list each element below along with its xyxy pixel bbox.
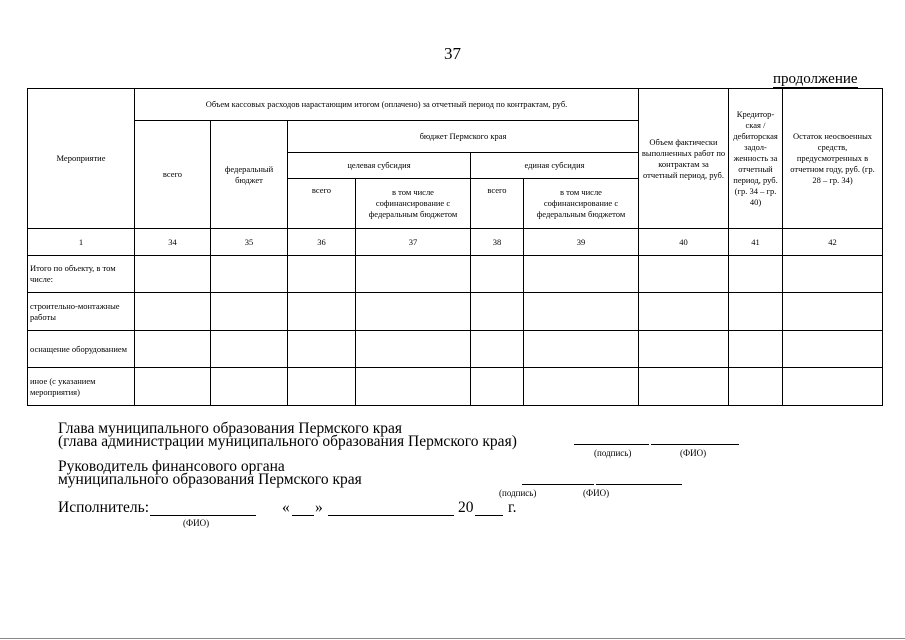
executor-fio-caption: (ФИО) bbox=[183, 518, 210, 528]
row-label: иное (с указанием мероприятия) bbox=[28, 368, 135, 406]
table-cell bbox=[356, 256, 471, 293]
head-title-line1: Глава муниципального образования Пермского края bbox=[58, 420, 403, 437]
table-cell bbox=[639, 368, 729, 406]
header-credit-debt: Кредитор-ская / дебиторская задол-женность за отчетный период, руб. (гр. 34 – гр. 40) bbox=[729, 89, 783, 229]
finance-title-line2: муниципального образования Пермского края bbox=[58, 471, 362, 488]
table-cell bbox=[288, 256, 356, 293]
table-cell bbox=[356, 368, 471, 406]
table-cell bbox=[471, 368, 524, 406]
table-row bbox=[28, 256, 883, 293]
executor-label: Исполнитель: bbox=[58, 499, 150, 516]
table-cell bbox=[471, 293, 524, 331]
table-cell bbox=[524, 368, 639, 406]
date-year-suffix: г. bbox=[508, 499, 517, 516]
table-row bbox=[28, 368, 883, 406]
header-federal-budget: федеральный бюджет bbox=[211, 121, 288, 229]
date-year-line bbox=[475, 515, 503, 516]
table-cell bbox=[729, 331, 783, 368]
header-single-cofin: в том числе софинансирование с федеральным бюджетом bbox=[524, 179, 639, 229]
finance-title-line1: Руководитель финансового органа bbox=[58, 458, 285, 475]
table-cell bbox=[135, 293, 211, 331]
header-cash-expenses: Объем кассовых расходов нарастающим итогом (оплачено) за отчетный период по контрактам, руб. bbox=[135, 89, 639, 121]
head-fio-caption: (ФИО) bbox=[680, 448, 707, 458]
row-label: оснащение оборудованием bbox=[28, 331, 135, 368]
table-cell bbox=[471, 256, 524, 293]
table-row bbox=[28, 293, 883, 331]
column-number: 1 bbox=[28, 229, 135, 256]
column-number: 38 bbox=[471, 229, 524, 256]
table-cell bbox=[639, 293, 729, 331]
table-cell bbox=[524, 293, 639, 331]
row-label: Итого по объекту, в том числе: bbox=[28, 256, 135, 293]
column-number: 37 bbox=[356, 229, 471, 256]
column-number: 34 bbox=[135, 229, 211, 256]
table-cell bbox=[288, 368, 356, 406]
date-quote-open: « bbox=[282, 499, 290, 516]
table-cell bbox=[729, 293, 783, 331]
table-cell bbox=[729, 368, 783, 406]
table-cell bbox=[356, 293, 471, 331]
table-cell bbox=[356, 331, 471, 368]
date-year-prefix: 20 bbox=[458, 499, 474, 516]
date-day-line bbox=[292, 515, 314, 516]
table-cell bbox=[783, 331, 883, 368]
column-number: 39 bbox=[524, 229, 639, 256]
header-activity: Мероприятие bbox=[28, 89, 135, 229]
table-cell bbox=[524, 256, 639, 293]
executor-fio-line bbox=[150, 515, 256, 516]
header-total: всего bbox=[135, 121, 211, 229]
table-cell bbox=[211, 331, 288, 368]
finance-signature-line bbox=[522, 484, 594, 485]
row-label: строительно-монтажные работы bbox=[28, 293, 135, 331]
column-number: 35 bbox=[211, 229, 288, 256]
table-cell bbox=[135, 256, 211, 293]
head-fio-line bbox=[651, 444, 739, 445]
table-cell bbox=[783, 368, 883, 406]
table-cell bbox=[783, 256, 883, 293]
column-number: 40 bbox=[639, 229, 729, 256]
table-cell bbox=[729, 256, 783, 293]
finance-fio-caption: (ФИО) bbox=[583, 488, 610, 498]
column-number: 36 bbox=[288, 229, 356, 256]
table-cell bbox=[471, 331, 524, 368]
header-single-total: всего bbox=[471, 179, 524, 229]
header-target-total: всего bbox=[288, 179, 356, 229]
head-title-line2: (глава администрации муниципального образования Пермского края) bbox=[58, 433, 517, 450]
finance-fio-line bbox=[596, 484, 682, 485]
table-cell bbox=[524, 331, 639, 368]
header-remainder: Остаток неосвоенных средств, предусмотренных в отчетном году, руб. (гр. 28 – гр. 34) bbox=[783, 89, 883, 229]
column-number: 41 bbox=[729, 229, 783, 256]
header-actual-work: Объем фактически выполненных работ по контрактам за отчетный период, руб. bbox=[639, 89, 729, 229]
date-quote-close: » bbox=[315, 499, 323, 516]
table-cell bbox=[135, 331, 211, 368]
date-month-line bbox=[328, 515, 454, 516]
table-cell bbox=[639, 256, 729, 293]
report-table bbox=[27, 88, 883, 406]
table-cell bbox=[211, 368, 288, 406]
header-target-subsidy: целевая субсидия bbox=[288, 153, 471, 179]
table-cell bbox=[783, 293, 883, 331]
table-cell bbox=[288, 293, 356, 331]
header-regional-budget: бюджет Пермского края bbox=[288, 121, 639, 153]
column-number: 42 bbox=[783, 229, 883, 256]
table-row bbox=[28, 331, 883, 368]
head-signature-caption: (подпись) bbox=[594, 448, 632, 458]
page-number: 37 bbox=[444, 44, 461, 63]
table-cell bbox=[288, 331, 356, 368]
table-cell bbox=[135, 368, 211, 406]
table-cell bbox=[211, 293, 288, 331]
continuation-label: продолжение bbox=[773, 71, 858, 87]
head-signature-line bbox=[574, 444, 649, 445]
page-edge-line bbox=[0, 638, 905, 639]
header-single-subsidy: единая субсидия bbox=[471, 153, 639, 179]
table-cell bbox=[639, 331, 729, 368]
header-target-cofin: в том числе софинансирование с федеральным бюджетом bbox=[356, 179, 471, 229]
table-cell bbox=[211, 256, 288, 293]
finance-signature-caption: (подпись) bbox=[499, 488, 537, 498]
